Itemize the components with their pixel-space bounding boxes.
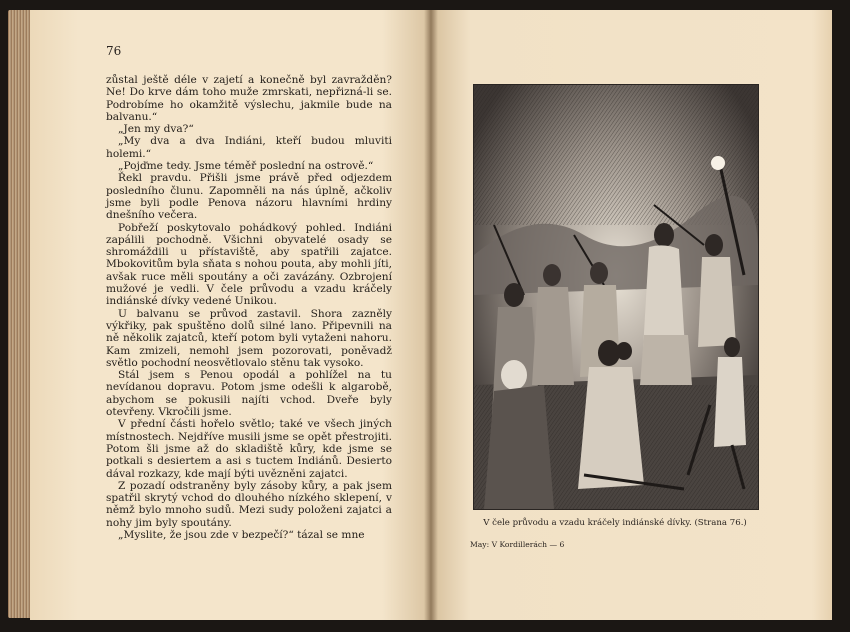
printer-signature: May: V Kordillerách — 6: [470, 540, 565, 549]
paragraph: „Jen my dva?“: [118, 123, 194, 136]
paragraph: „Pojďme tedy. Jsme téměř poslední na ostrově.“: [118, 160, 374, 173]
procession-engraving: [474, 85, 758, 509]
paragraph: „Myslite, že jsou zde v bezpečí?“ tázal se mne: [118, 528, 365, 541]
paragraph: U balvanu se průvod zastavil. Shora zazněly výkřiky, pak spuštěno dolů silné lano. Připevnili na ně několik zajatců, kteří potom byli vytaženi nahoru. Kam zmizeli, nemohl jsem pozorovati, poněvadž světlo pochodní neosvětlovalo stěnu tak vysoko.: [106, 307, 392, 369]
paragraph: Pobřeží poskytovalo pohádkový pohled. Indiáni zapálili pochodně. Všichni obyvatelé osady se shromáždili u přístaviště, aby spatřili zajatce. Mbokovitům byla sňata s nohou pouta, aby mohli jíti, avšak ruce měli spoutány a oči zavázány. Ozbrojení mužové je vedli. V čele průvodu a vzadu kráčely indiánské dívky vedené Unikou.: [106, 221, 392, 308]
paragraph: „My dva a dva Indiáni, kteří budou mluviti holemi.“: [106, 135, 392, 160]
book-gutter: [424, 10, 438, 620]
illustration-caption: V čele průvodu a vzadu kráčely indiánské dívky. (Strana 76.): [483, 518, 747, 528]
engraving-illustration: [473, 84, 759, 510]
paragraph: zůstal ještě déle v zajetí a konečně byl zavražděn? Ne! Do krve dám toho muže zmrskati, nepřizná-li se. Podrobíme ho okamžitě výslechu, jakmile bude na balvanu.“: [106, 74, 392, 123]
body-text: [106, 74, 392, 541]
paragraph: Stál jsem s Penou opodál a pohlížel na tu nevídanou dopravu. Potom jsme odešli k algarobě, abychom se pokusili najíti vchod. Dveře byly otevřeny. Vkročili jsme.: [106, 369, 392, 419]
paragraph: Z pozadí odstraněny byly zásoby kůry, a pak jsem spatřil skrytý vchod do dlouhého nízkého sklepení, v němž bylo mnoho sudů. Mezi sudy položeni zajatci a nohy jim byly spoutány.: [106, 479, 392, 529]
page-number: 76: [106, 44, 122, 58]
paragraph: Řekl pravdu. Přišli jsme právě před odjezdem posledního člunu. Zapomněli na nás úplně, ačkoliv jsme byli podle Penova názoru hlavními hrdiny dnešního večera.: [106, 172, 392, 222]
paragraph: V přední části hořelo světlo; také ve všech jiných místnostech. Nejdříve musili jsme se opět přestrojiti. Potom šli jsme až do skladiště kůry, kde jsme se potkali s desiertem a asi s tuctem Indiánů. Desierto dával rozkazy, kde mají býti uvězněni zajatci.: [106, 418, 392, 480]
